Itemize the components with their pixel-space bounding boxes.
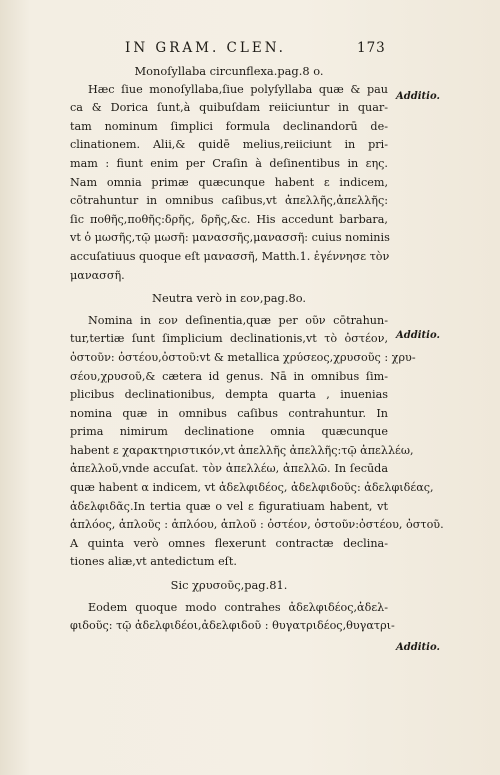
text-line: plicibus declinationibus, dempta quarta , inuenias: [70, 388, 388, 402]
text-line: Nam omnia primæ quæcunque habent ε indicem,: [70, 175, 388, 189]
margin-note-additio: Additio.: [396, 91, 440, 102]
text-line: φιδοῦς: τῷ ἀδελφιδέοι,ἀδελφιδοῦ : θυγατριδέος,θυγατρι-: [70, 619, 395, 633]
text-line: clinationem. Alii,& quidē melius,reiiciunt in pri-: [70, 138, 388, 152]
text-line: tiones aliæ,vt antedictum eſt.: [70, 555, 237, 569]
text-line: Nomina in εον deſinentia,quæ per οῦν cōtrahun-: [88, 313, 388, 327]
text-line: habent ε χαρακτηριστικόν,vt ἀπελλῆς ἀπελλῆς:τῷ ἀπελλέω,: [70, 443, 414, 457]
text-line: A quinta verò omnes flexerunt contractæ declina-: [70, 536, 388, 550]
text-line: tur,tertiæ ſunt ſimplicium declinationis,vt τὸ ὀστέον,: [70, 332, 388, 346]
text-line: ὀστοῦν: ὀστέου,ὀστοῦ:vt & metallica χρύσεος,χρυσοῦς : χρυ-: [70, 350, 416, 364]
text-line: ca & Dorica ſunt,à quibuſdam reiiciuntur in quar-: [70, 101, 388, 115]
section-heading-sic: Sic χρυσοῦς,pag.81.: [170, 578, 288, 593]
text-line: ſic ποθῆς,ποθῆς:δρῆς, δρῆς,&c. His accedunt barbara,: [70, 212, 388, 226]
text-line: ἀπελλοῦ,vnde accuſat. τὸν ἀπελλέω, ἀπελλῶ. In ſecūda: [70, 462, 388, 476]
section-heading-monosyllaba: Monoſyllaba circunflexa.pag.8 o.: [134, 64, 324, 78]
text-line: Eodem quoque modo contrahes ἀδελφιδέος,ἀδελ-: [88, 600, 388, 614]
section-heading-neutra: Neutra verò in εον,pag.8o.: [151, 291, 306, 306]
text-line: μανασσῆ.: [70, 268, 125, 282]
margin-note-additio: Additio.: [396, 330, 440, 341]
text-line: nomina quæ in omnibus caſibus contrahuntur. In: [70, 406, 388, 420]
text-line: Hæc ſiue monoſyllaba,ſiue polyſyllaba quæ & pau: [88, 82, 388, 96]
text-line: quæ habent α indicem, vt ἀδελφιδέος, ἀδελφιδοῦς: ἀδελφιδέας,: [70, 481, 434, 495]
text-line: ἁπλόος, ἁπλοῦς : ἁπλόου, ἁπλοῦ : ὀστέον, ὀστοῦν:ὀστέου, ὀστοῦ.: [70, 518, 444, 532]
text-line: tam nominum ſimplici formula declinandorū de-: [70, 119, 388, 133]
page-header: [0, 40, 500, 62]
text-line: σέου,χρυσοῦ,& cætera id genus. Nā in omnibus ſim-: [70, 369, 388, 383]
text-line: mam : fiunt enim per Craſin à deſinentibus in εης.: [70, 156, 388, 170]
text-line: vt ὁ μωσῆς,τῷ μωσῆ: μανασσῆς,μανασσῆ: cuius nominis: [70, 231, 390, 245]
text-line: prima nimirum declinatione omnia quæcunque: [70, 425, 388, 439]
text-line: accuſatiuus quoque eſt μανασσῆ, Matth.1. ἐγέννησε τὸν: [70, 249, 390, 263]
page-number: 173: [357, 40, 386, 56]
text-line: ἀδελφιδᾶς.In tertia quæ ο vel ε figuratiuam habent, vt: [70, 499, 388, 513]
margin-note-additio: Additio.: [396, 642, 440, 653]
running-head: IN GRAM. CLEN.: [125, 40, 286, 56]
text-line: cōtrahuntur in omnibus caſibus,vt ἀπελλῆς,ἀπελλῆς:: [70, 194, 388, 208]
